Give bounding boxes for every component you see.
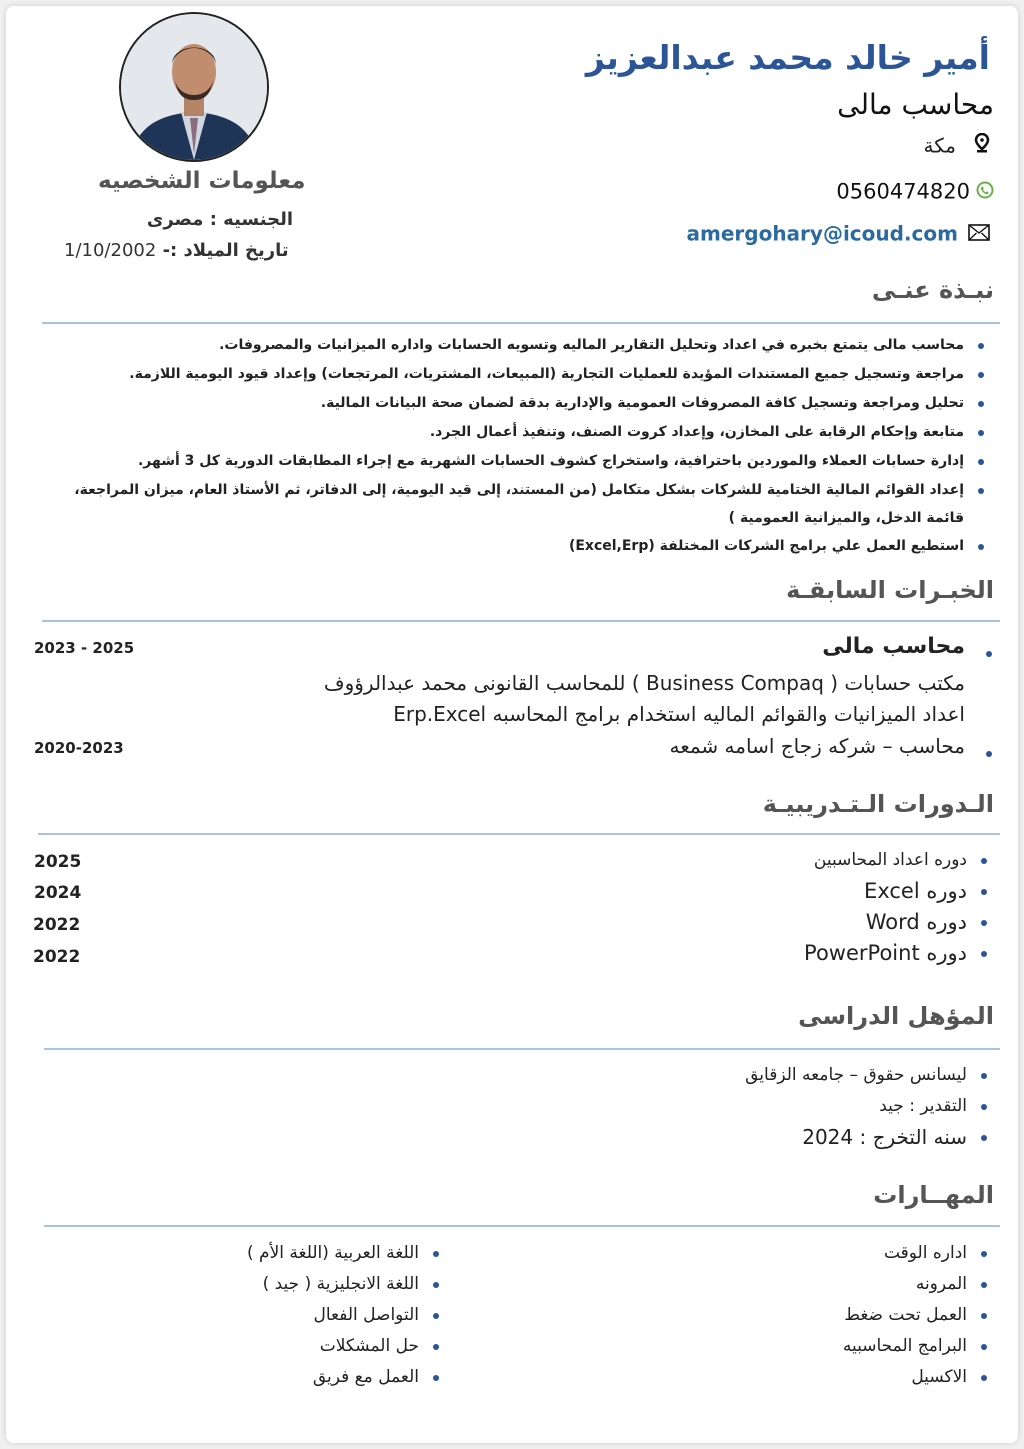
skills-list-right [712,1238,992,1393]
about-item: تحليل ومراجعة وتسجيل كافة المصروفات العمومية والإدارية بدقة لضمان صحة البيانات المالية. [32,389,989,418]
personal-info-title: معلومات الشخصيه [98,168,306,194]
course-year: 2025 [34,852,82,872]
course-item: دوره اعداد المحاسبين [572,845,992,876]
skill-item: العمل تحت ضغط [712,1300,992,1331]
skills-title: المهــارات [873,1181,994,1209]
courses-divider [38,833,1000,835]
about-item: إعداد القوائم المالية الختامية للشركات بشكل متكامل (من المستند، إلى قيد اليومية، إلى الدفاتر، ثم الأستاذ العام، ميزان المراجعة، قائمة الدخل، والميزانية العمومية ) [32,476,989,532]
courses-title: الـدورات الـتـدريبيـة [762,790,994,818]
job-bullet [986,751,992,757]
birth-date-value: 1/10/2002 [64,240,157,261]
courses-list [572,845,992,969]
job-description: اعداد الميزانيات والقوائم الماليه استخدام برامج المحاسبه Erp.Excel [393,702,965,726]
about-list [32,331,989,561]
envelope-icon [968,222,990,246]
phone-number[interactable]: 0560474820 [836,179,970,204]
nationality: الجنسيه : مصرى [146,209,293,230]
about-item: استطيع العمل علي برامج الشركات المختلفة (Excel,Erp) [32,532,989,561]
education-item: التقدير : جيد [572,1091,992,1122]
job-period: 2020-2023 [34,739,124,757]
job-title: محاسب مالى [837,88,994,121]
profile-photo [119,12,269,162]
about-divider [42,322,1000,324]
skills-list-left [144,1238,444,1393]
location-pin-icon [974,133,990,158]
course-year: 2024 [34,883,82,903]
education-divider [44,1048,1000,1050]
course-year: 2022 [33,915,81,935]
education-list [572,1060,992,1153]
job-company: مكتب حسابات ( Business Compaq ) للمحاسب القانونى محمد عبدالرؤوف [323,671,965,695]
skill-item: اللغة الانجليزية ( جيد ) [144,1269,444,1300]
education-title: المؤهل الدراسى [798,1002,994,1030]
education-item: ليسانس حقوق – جامعه الزقايق [572,1060,992,1091]
about-item: متابعة وإحكام الرقابة على المخازن، وإعداد كروت الصنف، وتنفيذ أعمال الجرد. [32,418,989,447]
course-item: دوره Excel [572,876,992,907]
job-role: محاسب مالى [822,634,965,659]
candidate-name: أمير خالد محمد عبدالعزيز [585,38,990,77]
course-year: 2022 [33,947,81,967]
skill-item: العمل مع فريق [144,1362,444,1393]
skill-item: المرونه [712,1269,992,1300]
location-text: مكة [923,133,956,158]
skill-item: اداره الوقت [712,1238,992,1269]
skill-item: الاكسيل [712,1362,992,1393]
experience-title: الخبـرات السابقـة [786,576,994,604]
skill-item: التواصل الفعال [144,1300,444,1331]
phone-row [836,178,994,204]
skills-divider [44,1225,1000,1227]
cv-page [6,6,1018,1443]
about-item: محاسب مالى يتمتع بخبره في اعداد وتحليل التقارير الماليه وتسويه الحسابات واداره الميزانيات والمصروفات. [32,331,989,360]
phone-icon [976,180,994,204]
skill-item: اللغة العربية (اللغة الأم ) [144,1238,444,1269]
course-item: دوره Word [572,907,992,938]
education-item: سنه التخرج : 2024 [572,1122,992,1153]
email-row [687,220,991,246]
job-bullet [986,651,992,657]
experience-divider [42,620,1000,622]
course-item: دوره PowerPoint [572,938,992,969]
skill-item: البرامج المحاسبيه [712,1331,992,1362]
birth-date-label: تاريخ الميلاد :- [162,240,289,261]
email-address[interactable]: amergohary@icoud.com [686,221,958,246]
about-title: نبـذة عنـى [871,276,994,304]
location-row [924,132,990,158]
about-item: مراجعة وتسجيل جميع المستندات المؤيدة للعمليات التجارية (المبيعات، المشتريات، المرتجعات) وإعداد قيود اليومية اللازمة. [32,360,989,389]
skill-item: حل المشكلات [144,1331,444,1362]
job-role: محاسب – شركه زجاج اسامه شمعه [669,734,965,758]
birth-date-row [64,240,289,261]
job-period: 2023 - 2025 [34,639,135,657]
about-item: إدارة حسابات العملاء والموردين باحترافية، واستخراج كشوف الحسابات الشهرية مع إجراء المطابقات الدورية كل 3 أشهر. [32,447,989,476]
